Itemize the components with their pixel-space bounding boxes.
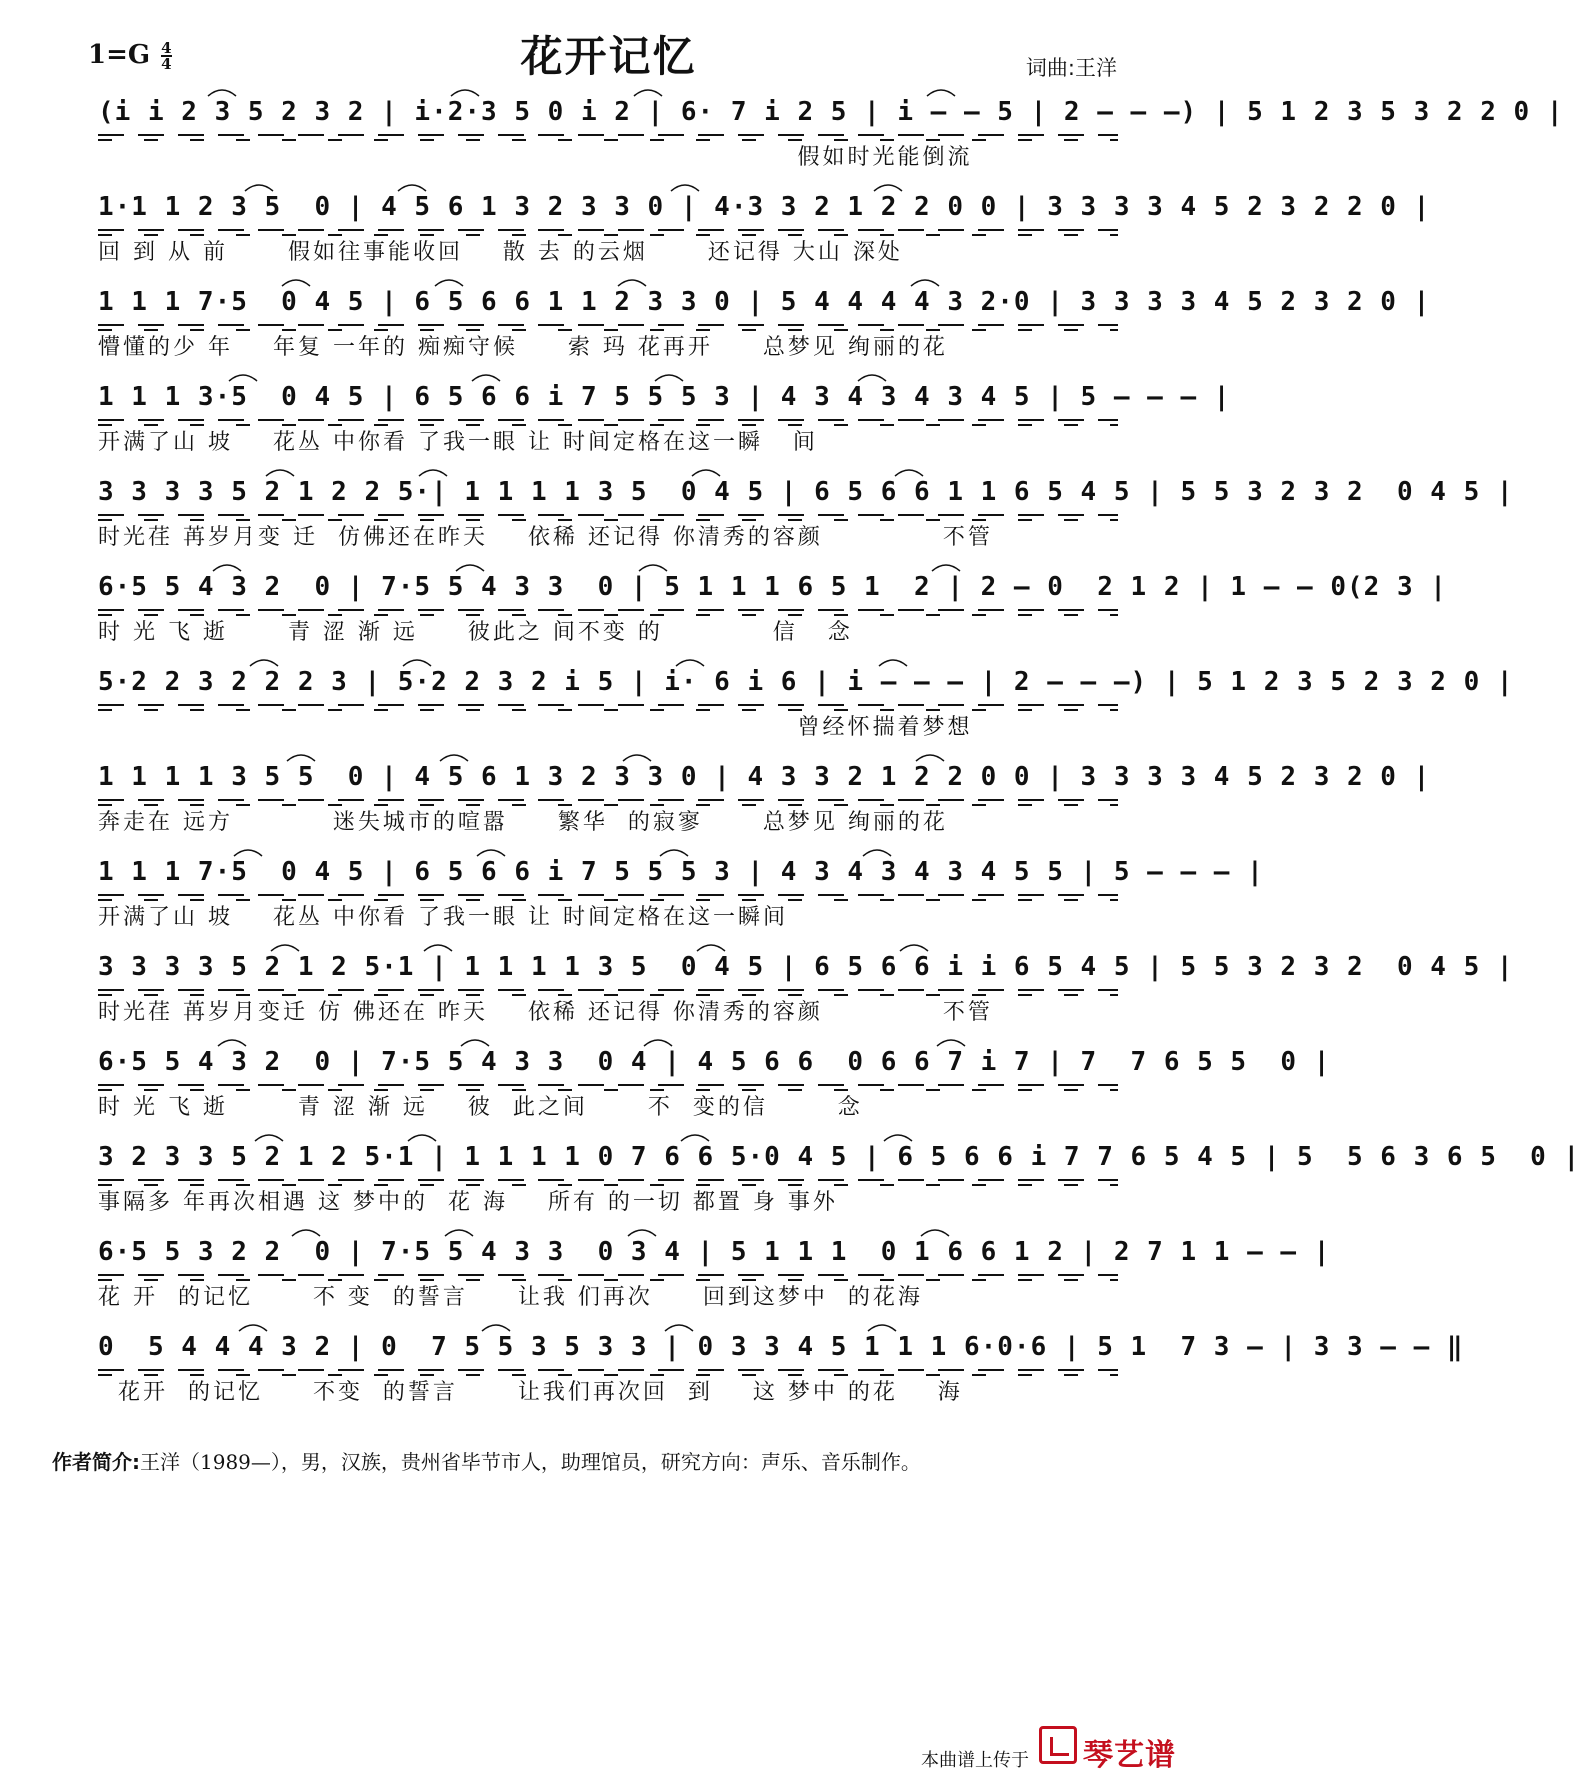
upload-note: 本曲谱上传于 [921, 1750, 1029, 1771]
notation-line: 1 1 1 7·5 0 4 5 | 6 5 6 6 1 1 2 3 3 0 | 5 4 4 4 4 3 2·0 | 3 3 3 3 4 5 2 3 2 0 | [98, 287, 1431, 317]
score-system [98, 280, 1431, 380]
lyrics-line: 假如时光能倒流 [98, 145, 973, 170]
beam-underline-double [98, 1374, 1118, 1376]
beam-underline [98, 1274, 1118, 1276]
lyrics-line: 事隔多 年再次相遇 这 梦中的 花 海 所有 的一切 都置 身 事外 [98, 1190, 838, 1215]
beam-underline-double [98, 1184, 1118, 1186]
logo-icon [1039, 1726, 1077, 1764]
notation-line: 3 3 3 3 5 2 1 2 5·1 | 1 1 1 1 3 5 0 4 5 | 6 5 6 6 i i 6 5 4 5 | 5 5 3 2 3 2 0 4 5 | [98, 952, 1514, 982]
beam-underline [98, 229, 1118, 231]
beam-underline-double [98, 1279, 1118, 1281]
notation-line: 0 5 4 4 4 3 2 | 0 7 5 5 3 5 3 3 | 0 3 3 4 5 1 1 1 6·0·6 | 5 1 7 3 — | 3 3 — — ‖ [98, 1332, 1464, 1362]
beam-underline [98, 324, 1118, 326]
score-system [98, 660, 1514, 760]
lyrics-line: 时 光 飞 逝 青 涩 渐 远 彼此之 间不变 的 信 念 [98, 620, 853, 645]
beam-underline-double [98, 424, 1118, 426]
beam-underline-double [98, 329, 1118, 331]
beam-underline [98, 989, 1118, 991]
beam-underline [98, 1369, 1118, 1371]
score-system [98, 1230, 1331, 1330]
time-signature-top: 4 [161, 39, 172, 57]
score-system [98, 90, 1564, 190]
lyrics-line: 开满了山 坡 花丛 中你看 了我一眼 让 时间定格在这一瞬 间 [98, 430, 818, 455]
beam-underline-double [98, 614, 1118, 616]
composer-credit: 词曲:王洋 [1025, 56, 1117, 80]
lyrics-line: 懵懂的少 年 年复 一年的 痴痴守候 索 玛 花再开 总梦见 绚丽的花 [98, 335, 948, 360]
notation-line: 3 2 3 3 5 2 1 2 5·1 | 1 1 1 1 0 7 6 6 5·0 4 5 | 6 5 6 6 i 7 7 6 5 4 5 | 5 5 6 3 6 5 0 | [98, 1142, 1580, 1172]
beam-underline-double [98, 139, 1118, 141]
lyrics-line: 时 光 飞 逝 青 涩 渐 远 彼 此之间 不 变的信 念 [98, 1095, 863, 1120]
score-system [98, 1135, 1580, 1235]
notation-line: 6·5 5 4 3 2 0 | 7·5 5 4 3 3 0 4 | 4 5 6 6 0 6 6 7 i 7 | 7 7 6 5 5 0 | [98, 1047, 1331, 1077]
beam-underline [98, 799, 1118, 801]
beam-underline-double [98, 804, 1118, 806]
beam-underline [98, 514, 1118, 516]
key-label: 1=G [88, 40, 151, 70]
notation-line: 6·5 5 3 2 2 0 | 7·5 5 4 3 3 0 3 4 | 5 1 1 1 0 1 6 6 1 2 | 2 7 1 1 — — | [98, 1237, 1331, 1267]
beam-underline-double [98, 994, 1118, 996]
lyrics-line: 曾经怀揣着梦想 [98, 715, 973, 740]
author-bio [52, 1447, 1152, 1477]
score-system [98, 375, 1231, 475]
beam-underline [98, 704, 1118, 706]
score-system [98, 945, 1514, 1045]
notation-line: 3 3 3 3 5 2 1 2 2 5·| 1 1 1 1 3 5 0 4 5 | 6 5 6 6 1 1 6 5 4 5 | 5 5 3 2 3 2 0 4 5 | [98, 477, 1514, 507]
beam-underline-double [98, 1089, 1118, 1091]
page-title: 花开记忆 [520, 32, 697, 81]
beam-underline [98, 1179, 1118, 1181]
time-signature-bottom: 4 [161, 55, 172, 73]
score-system [98, 185, 1431, 285]
beam-underline-double [98, 234, 1118, 236]
score-system [98, 1325, 1464, 1425]
beam-underline-double [98, 899, 1118, 901]
score-system [98, 850, 1264, 950]
notation-line: 1 1 1 7·5 0 4 5 | 6 5 6 6 i 7 5 5 5 3 | 4 3 4 3 4 3 4 5 5 | 5 — — — | [98, 857, 1264, 887]
score-system [98, 1040, 1331, 1140]
score-system [98, 565, 1447, 665]
notation-line: 6·5 5 4 3 2 0 | 7·5 5 4 3 3 0 | 5 1 1 1 6 5 1 2 | 2 — 0 2 1 2 | 1 — — 0(2 3 | [98, 572, 1447, 602]
score-system [98, 470, 1514, 570]
lyrics-line: 时光荏 苒岁月变 迁 仿佛还在昨天 依稀 还记得 你清秀的容颜 不管 [98, 525, 993, 550]
beam-underline [98, 419, 1118, 421]
site-logo[interactable] [1039, 1720, 1189, 1773]
bio-text: 王洋（1989—），男，汉族，贵州省毕节市人，助理馆员，研究方向：声乐、音乐制作。 [140, 1450, 921, 1474]
notation-line: (i i 2 3 5 2 3 2 | i·2·3 5 0 i 2 | 6· 7 i 2 5 | i — — 5 | 2 — — —) | 5 1 2 3 5 3 2 2 0 | [98, 97, 1564, 127]
lyrics-line: 花 开 的记忆 不 变 的誓言 让我 们再次 回到这梦中 的花海 [98, 1285, 923, 1310]
notation-line: 1·1 1 2 3 5 0 | 4 5 6 1 3 2 3 3 0 | 4·3 3 2 1 2 2 0 0 | 3 3 3 3 4 5 2 3 2 2 0 | [98, 192, 1431, 222]
beam-underline [98, 609, 1118, 611]
lyrics-line: 奔走在 远方 迷失城市的喧嚣 繁华 的寂寥 总梦见 绚丽的花 [98, 810, 948, 835]
beam-underline-double [98, 519, 1118, 521]
score-system [98, 755, 1431, 855]
beam-underline [98, 134, 1118, 136]
bio-label: 作者简介: [52, 1450, 140, 1474]
notation-line: 5·2 2 3 2 2 2 3 | 5·2 2 3 2 i 5 | i· 6 i 6 | i — — — | 2 — — —) | 5 1 2 3 5 2 3 2 0 | [98, 667, 1514, 697]
lyrics-line: 花开 的记忆 不变 的誓言 让我们再次回 到 这 梦中 的花 海 [98, 1380, 963, 1405]
lyrics-line: 开满了山 坡 花丛 中你看 了我一眼 让 时间定格在这一瞬间 [98, 905, 788, 930]
notation-line: 1 1 1 3·5 0 4 5 | 6 5 6 6 i 7 5 5 5 3 | 4 3 4 3 4 3 4 5 | 5 — — — | [98, 382, 1231, 412]
beam-underline [98, 1084, 1118, 1086]
lyrics-line: 回 到 从 前 假如往事能收回 散 去 的云烟 还记得 大山 深处 [98, 240, 903, 265]
beam-underline [98, 894, 1118, 896]
notation-line: 1 1 1 1 3 5 5 0 | 4 5 6 1 3 2 3 3 0 | 4 3 3 2 1 2 2 0 0 | 3 3 3 3 4 5 2 3 2 0 | [98, 762, 1431, 792]
beam-underline-double [98, 709, 1118, 711]
lyrics-line: 时光荏 苒岁月变迁 仿 佛还在 昨天 依稀 还记得 你清秀的容颜 不管 [98, 1000, 993, 1025]
logo-text: 琴艺谱 [1083, 1738, 1176, 1773]
